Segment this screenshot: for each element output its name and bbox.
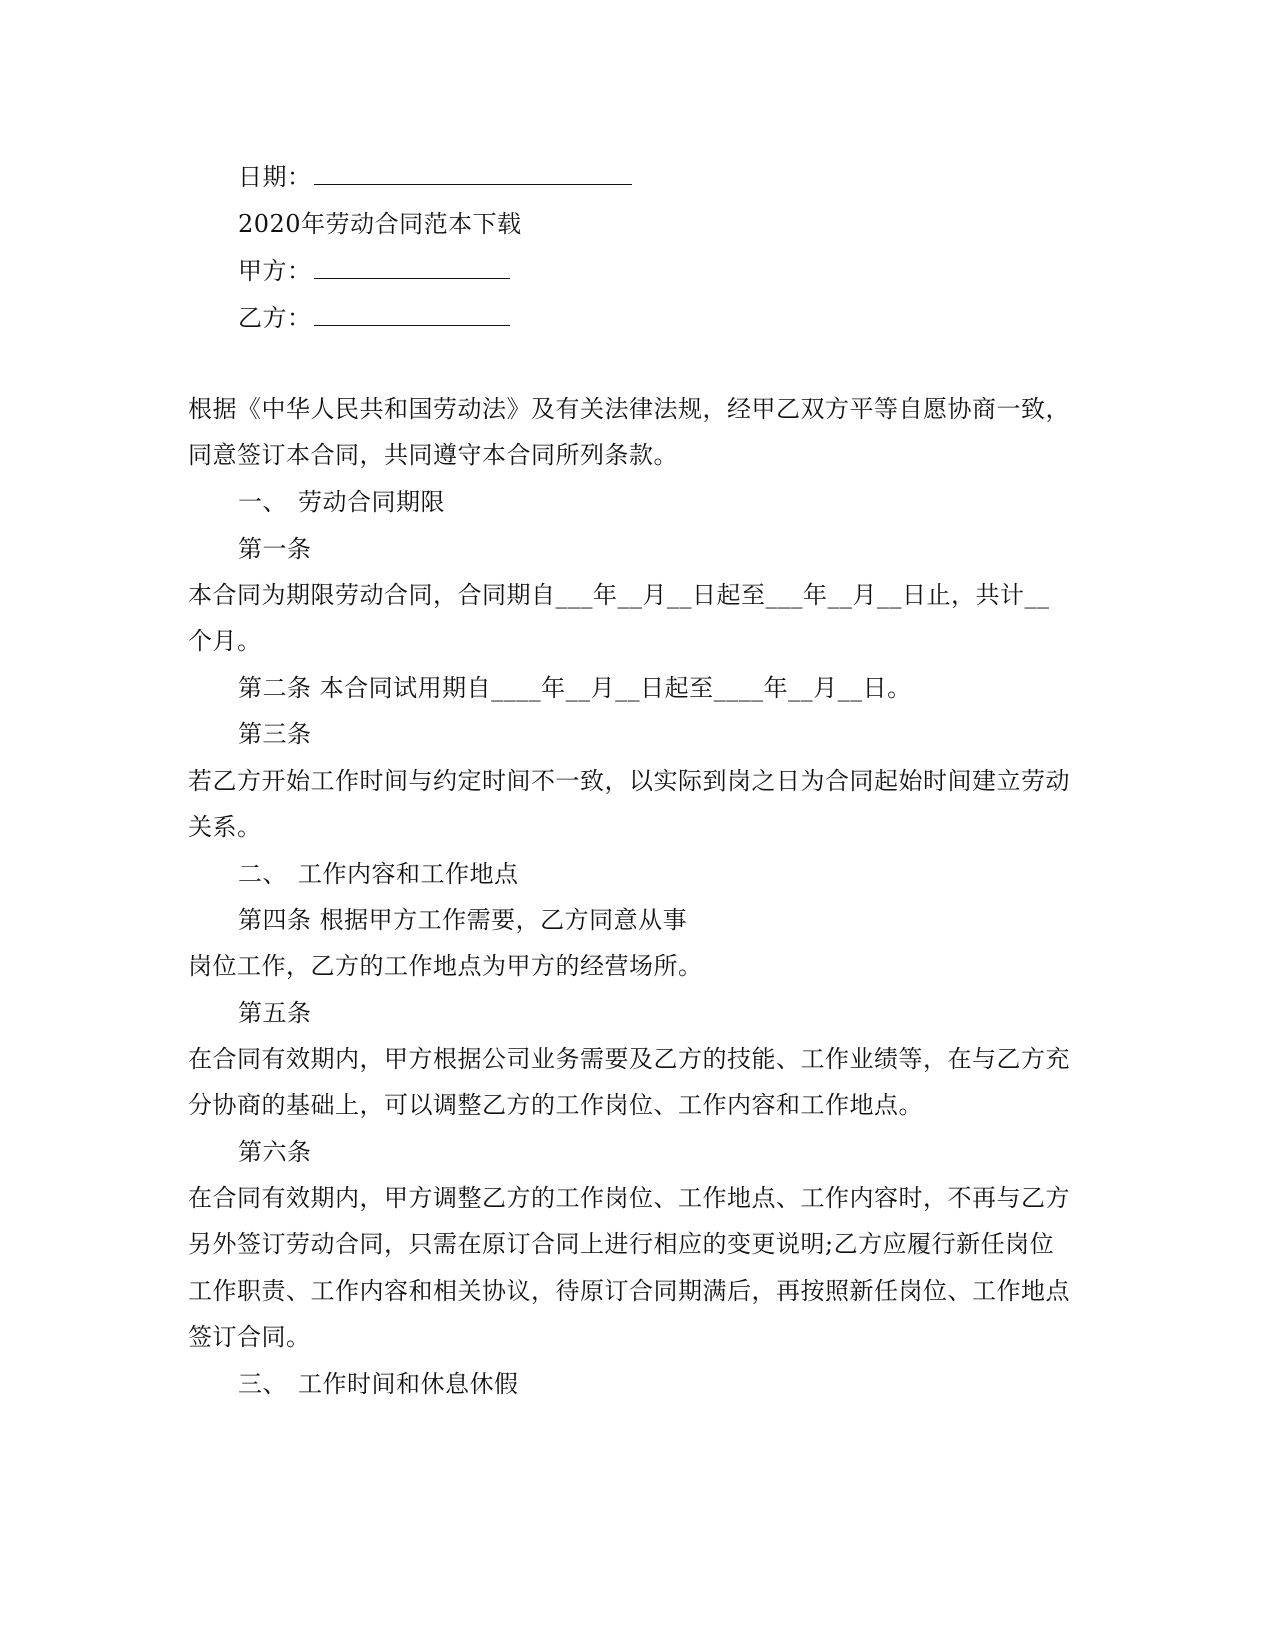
article-2-text: 第二条 本合同试用期自____年__月__日起至____年__月__日。 [238,674,912,702]
article-1-label: 第一条 [238,535,312,563]
article-4-line-1: 第四条 根据甲方工作需要，乙方同意从事 [238,906,688,934]
party-a-label: 甲方： [238,257,312,285]
date-label: 日期： [238,163,312,191]
party-a-line [238,256,510,286]
article-3-line-1: 若乙方开始工作时间与约定时间不一致，以实际到岗之日为合同起始时间建立劳动 [188,767,1070,795]
article-3-line-2: 关系。 [188,813,262,841]
article-1-line-2: 个月。 [188,627,262,655]
preamble-line-2: 同意签订本合同，共同遵守本合同所列条款。 [188,441,678,469]
preamble-line-1: 根据《中华人民共和国劳动法》及有关法律法规，经甲乙双方平等自愿协商一致， [188,395,1070,423]
article-1-line-1: 本合同为期限劳动合同，合同期自___年__月__日起至___年__月__日止，共计__ [188,581,1050,609]
party-b-line [238,303,510,333]
article-6-line-4: 签订合同。 [188,1323,311,1351]
section-2-heading [238,859,519,889]
article-5-line-2: 分协商的基础上，可以调整乙方的工作岗位、工作内容和工作地点。 [188,1091,923,1119]
section-2-title: 工作内容和工作地点 [298,860,519,888]
section-2-number: 二、 [238,860,287,888]
section-1-number: 一、 [238,488,287,516]
article-6-line-2: 另外签订劳动合同，只需在原订合同上进行相应的变更说明;乙方应履行新任岗位 [188,1230,1055,1258]
article-4-line-2: 岗位工作，乙方的工作地点为甲方的经营场所。 [188,952,703,980]
article-3-label: 第三条 [238,720,312,748]
doc-title: 2020年劳动合同范本下载 [238,210,522,238]
article-6-line-1: 在合同有效期内，甲方调整乙方的工作岗位、工作地点、工作内容时，不再与乙方 [188,1184,1070,1212]
section-1-heading [238,487,445,517]
section-1-title: 劳动合同期限 [298,488,445,516]
party-b-blank [314,303,510,326]
article-6-label: 第六条 [238,1138,312,1166]
article-6-line-3: 工作职责、工作内容和相关协议，待原订合同期满后，再按照新任岗位、工作地点 [188,1277,1070,1305]
section-3-title: 工作时间和休息休假 [298,1370,519,1398]
party-a-blank [314,256,510,279]
article-5-line-1: 在合同有效期内，甲方根据公司业务需要及乙方的技能、工作业绩等，在与乙方充 [188,1045,1070,1073]
party-b-label: 乙方： [238,304,312,332]
date-line [238,162,632,192]
date-blank [314,162,632,185]
article-5-label: 第五条 [238,999,312,1027]
section-3-heading [238,1369,519,1399]
section-3-number: 三、 [238,1370,287,1398]
